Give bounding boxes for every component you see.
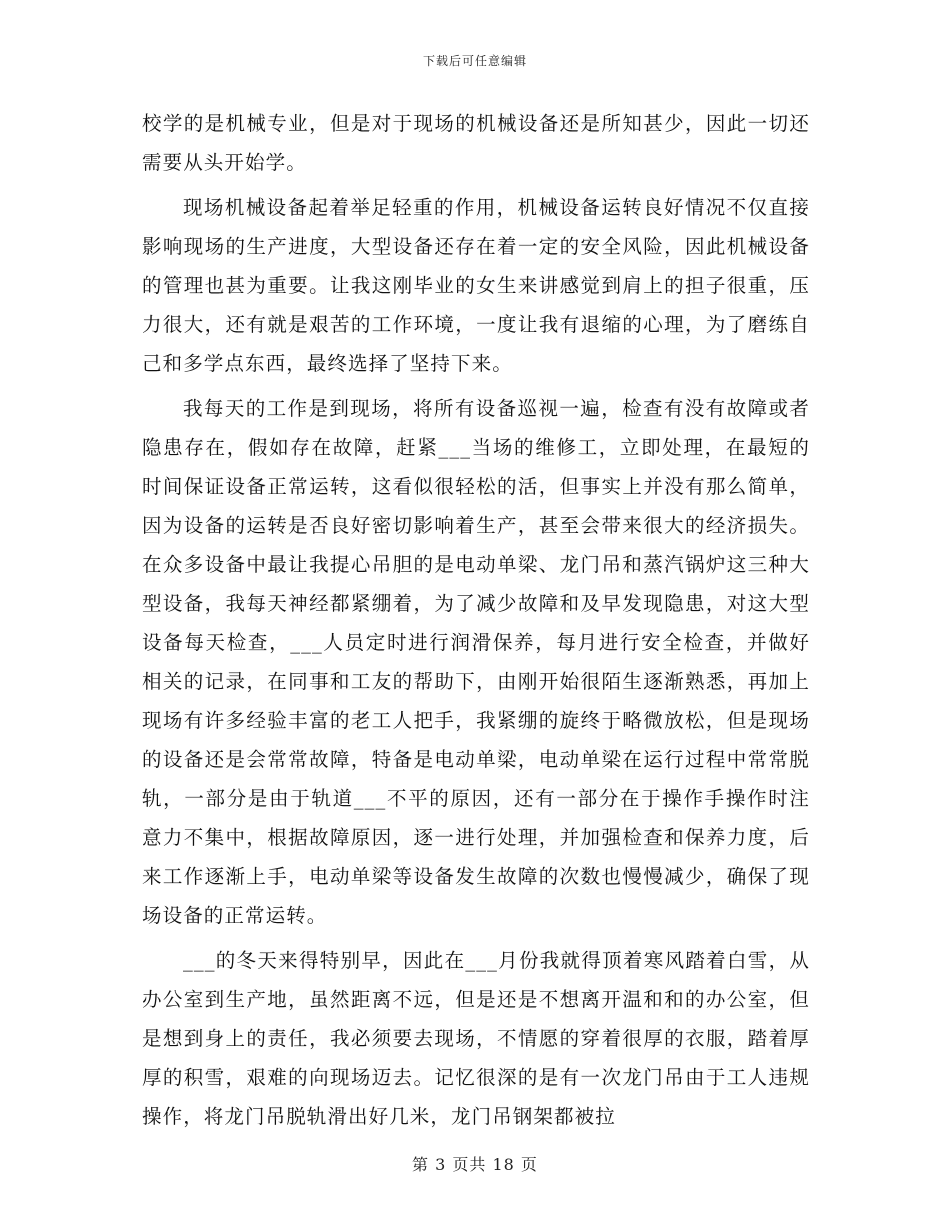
paragraph-4: ___的冬天来得特别早，因此在___月份我就得顶着寒风踏着白雪，从办公室到生产地，虽然距离不远，但是还是不想离开温和和的办公室，但是想到身上的责任，我必须要去现场，不情愿的穿着很厚的衣服，踏着厚厚的积雪，艰难的向现场迈去。记忆很深的是有一次龙门吊由于工人违规操作，将龙门吊脱轨滑出好几米，龙门吊钢架都被拉 <box>142 949 810 1128</box>
paragraph-2: 现场机械设备起着举足轻重的作用，机械设备运转良好情况不仅直接影响现场的生产进度，大型设备还存在着一定的安全风险，因此机械设备的管理也甚为重要。让我这刚毕业的女生来讲感觉到肩上的担子很重，压力很大，还有就是艰苦的工作环境，一度让我有退缩的心理，为了磨练自己和多学点东西，最终选择了坚持下来。 <box>142 196 810 375</box>
paragraph-3: 我每天的工作是到现场，将所有设备巡视一遍，检查有没有故障或者隐患存在，假如存在故障，赶紧___当场的维修工，立即处理，在最短的时间保证设备正常运转，这看似很轻松的活，但事实上并没有那么简单，因为设备的运转是否良好密切影响着生产，甚至会带来很大的经济损失。在众多设备中最让我提心吊胆的是电动单梁、龙门吊和蒸汽锅炉这三种大型设备，我每天神经都紧绷着，为了减少故障和及早发现隐患，对这大型设备每天检查，___人员定时进行润滑保养，每月进行安全检查，并做好相关的记录，在同事和工友的帮助下，由刚开始很陌生逐渐熟悉，再加上现场有许多经验丰富的老工人把手，我紧绷的旋终于略微放松，但是现场的设备还是会常常故障，特备是电动单梁，电动单梁在运行过程中常常脱轨，一部分是由于轨道___不平的原因，还有一部分在于操作手操作时注意力不集中，根据故障原因，逐一进行处理，并加强检查和保养力度，后来工作逐渐上手，电动单梁等设备发生故障的次数也慢慢减少，确保了现场设备的正常运转。 <box>142 397 810 927</box>
page-number: 第 3 页共 18 页 <box>412 1155 538 1174</box>
document-body <box>142 104 810 1142</box>
page-header: 下载后可任意编辑 <box>422 54 527 68</box>
paragraph-1: 校学的是机械专业，但是对于现场的机械设备还是所知甚少，因此一切还需要从头开始学。 <box>142 112 810 174</box>
